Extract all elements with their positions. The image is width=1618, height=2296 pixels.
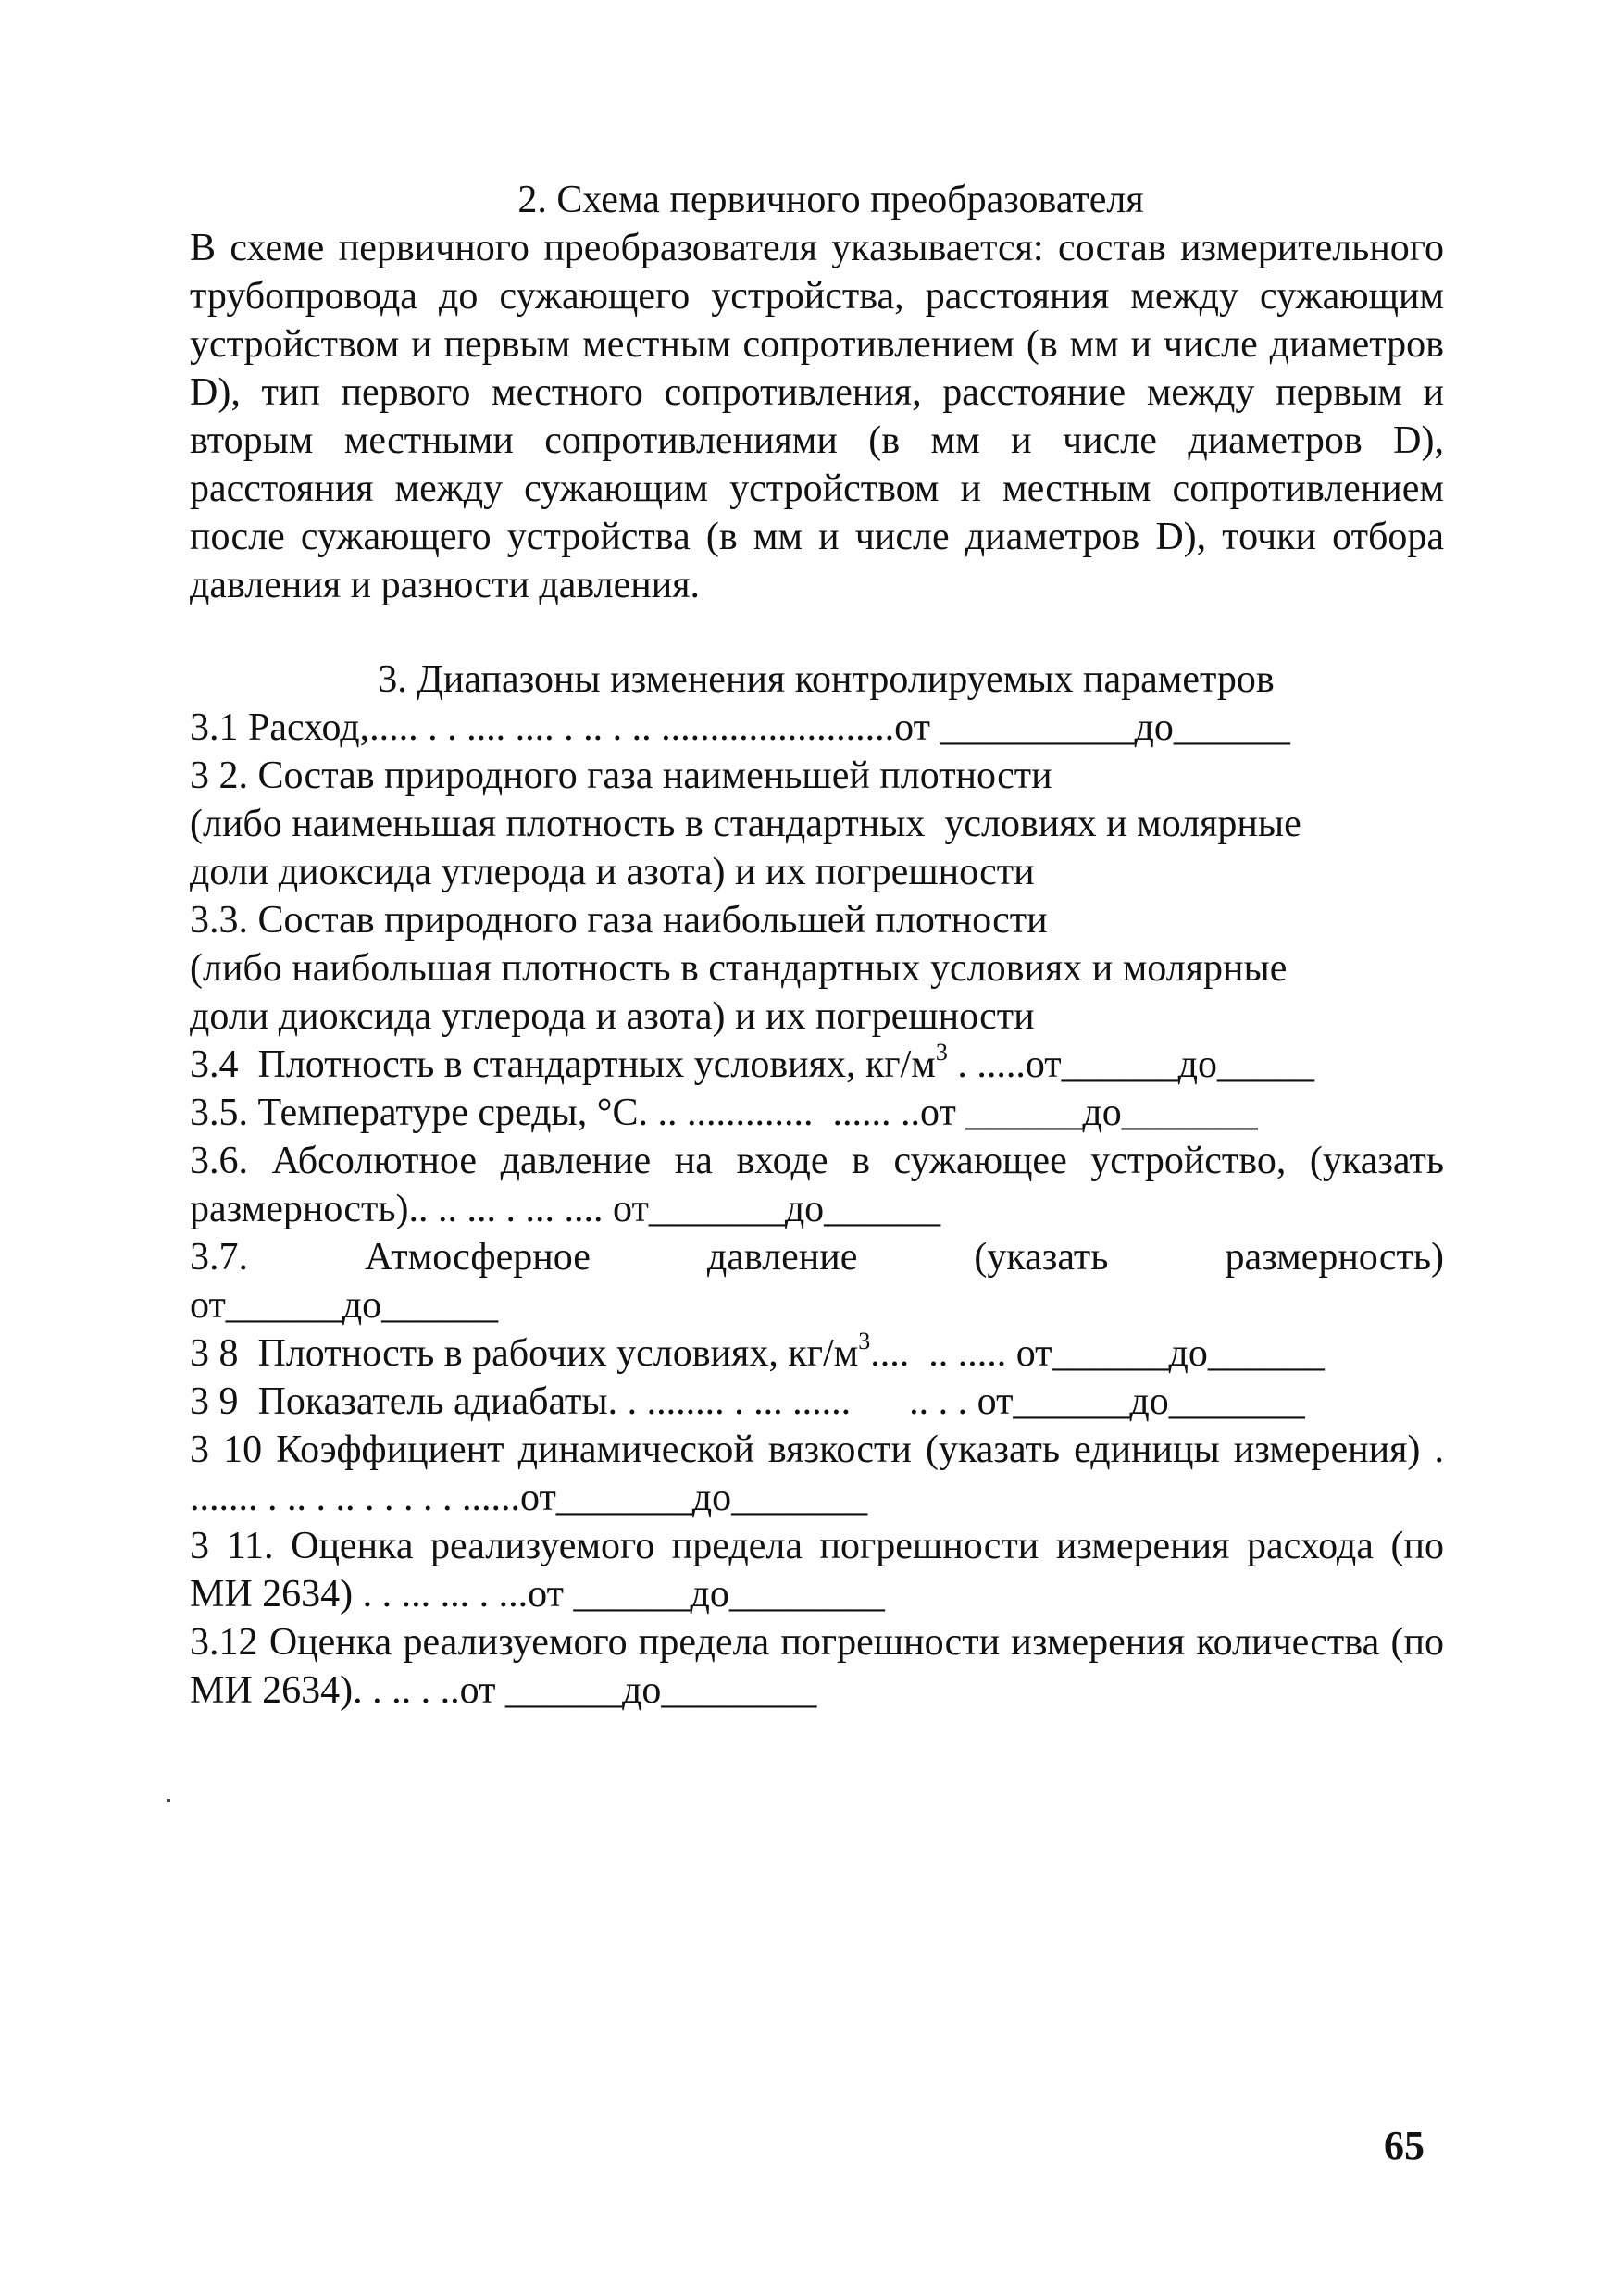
item-3-7-word: размерность): [1225, 1236, 1444, 1279]
item-3-1-flow: 3.1 Расход,..... . . .... .... . .. . .. ........................от __________до______: [190, 706, 1290, 749]
item-3-4-range: . .....от______до_____: [947, 1043, 1315, 1086]
item-3-7-word: 3.7.: [190, 1236, 248, 1279]
page-number: 65: [1384, 2123, 1425, 2168]
item-3-2-line-2: (либо наименьшая плотность в стандартных условиях и молярные: [190, 803, 1301, 845]
item-3-7-word: давление: [706, 1236, 858, 1279]
item-3-7-word: (указать: [974, 1236, 1109, 1279]
item-3-4-exponent: 3: [935, 1039, 948, 1066]
scan-speck: [167, 1799, 170, 1802]
document-page: [190, 176, 1444, 1715]
item-3-3-line-1: 3.3. Состав природного газа наибольшей плотности: [190, 899, 1048, 942]
item-3-9-adiabatic-index: 3 9 Показатель адиабаты. . ........ . ... ...... .. . . от______до_______: [190, 1380, 1305, 1423]
section-2-heading: 2. Схема первичного преобразователя: [517, 179, 1144, 221]
item-3-8-text: 3 8 Плотность в рабочих условиях, кг/м: [190, 1332, 859, 1375]
item-3-8-range: .... .. ..... от______до______: [870, 1332, 1325, 1375]
item-3-12-quantity-error-estimate: 3.12 Оценка реализуемого предела погрешности измерения количества (по МИ 2634). . .. . ..от ______до________: [190, 1621, 1444, 1712]
item-3-8-exponent: 3: [858, 1328, 871, 1354]
item-3-8-working-density: [190, 1329, 1444, 1378]
item-3-10-dynamic-viscosity: 3 10 Коэффициент динамической вязкости (указать единицы измерения) . ....... . .. . .. . . . . . ......от_______до_______: [190, 1429, 1444, 1519]
item-3-2-line-1: 3 2. Состав природного газа наименьшей плотности: [190, 755, 1052, 797]
section-2-paragraph: В схеме первичного преобразователя указывается: состав измерительного трубопровода до сужающего устройства, расстояния между сужающим устройством и первым местным сопротивлением (в мм и числе диаметров D), тип первого местного сопротивления, расстояние между первым и вторым местными сопротивлениями (в мм и числе диаметров D), расстояния между сужающим устройством и местным сопротивлением после сужающего устройства (в мм и числе диаметров D), точки отбора давления и разности давления.: [190, 227, 1444, 606]
item-3-5-temperature: 3.5. Температуре среды, °С. .. ............. ...... ..от ______до_______: [190, 1092, 1258, 1134]
item-3-7-range: от______до______: [190, 1284, 499, 1327]
item-3-6-absolute-pressure: 3.6. Абсолютное давление на входе в сужающее устройство, (указать размерность).. .. ... . ... .... от_______до______: [190, 1140, 1444, 1230]
item-3-3-line-3: доли диоксида углерода и азота) и их погрешности: [190, 995, 1035, 1038]
section-3-heading: 3. Диапазоны изменения контролируемых параметров: [378, 658, 1275, 701]
item-3-2-line-3: доли диоксида углерода и азота) и их погрешности: [190, 851, 1035, 893]
item-3-3-line-2: (либо наибольшая плотность в стандартных условиях и молярные: [190, 947, 1288, 990]
item-3-7-atmospheric-pressure: [190, 1233, 1444, 1281]
item-3-11-flow-error-estimate: 3 11. Оценка реализуемого предела погрешности измерения расхода (по МИ 2634) . . ... ... . ...от ______до________: [190, 1525, 1444, 1616]
item-3-4-text: 3.4 Плотность в стандартных условиях, кг/м: [190, 1043, 936, 1086]
item-3-7-word: Атмосферное: [365, 1236, 591, 1279]
item-3-4-standard-density: [190, 1041, 1444, 1089]
